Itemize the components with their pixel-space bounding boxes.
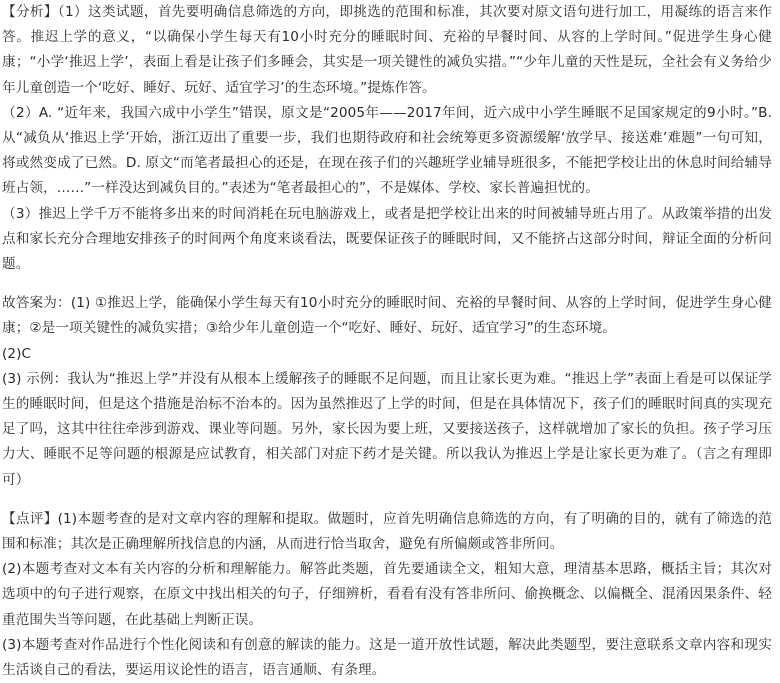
comment-paragraph-2: (2)本题考查对文本有关内容的分析和理解能力。解答此类题，首先要通读全文，粗知大意，理清基本思路，概括主旨；其次对选项中的句子进行观察，在原文中找出相关的句子，仔细辨析，看看有没有答非所问、偷换概念、以偏概全、混淆因果条件、轻重范围失当等问题，在此基础上判断正误。 [2,561,772,628]
analysis-tag: 【分析】 [2,4,58,20]
analysis-section [2,0,772,277]
comment-paragraph-3: (3)本题考查对作品进行个性化阅读和有创意的解读的能力。这是一道开放性试题，解决此类题型，要注意联系文章内容和现实生活谈自己的看法，要运用议论性的语言，语言通顺、有条理。 [2,636,772,679]
analysis-paragraph-1 [2,0,772,101]
analysis-text-1: （1）这类试题，首先要明确信息筛选的方向，即挑选的范围和标准，其次要对原文语句进行加工，用凝练的语言来作答。推迟上学的意义，“以确保小学生每天有10小时充分的睡眠时间、充裕的早餐时间、从容的上学时间。”促进学生身心健康；“小学‘推迟上学’，表面上看是让孩子们多睡会，其实是一项关键性的减负实措。”“少年儿童的天性是玩，全社会有义务给少年儿童创造一个‘吃好、睡好、玩好、适宜学习’的生态环境。”提炼作答。 [2,4,772,96]
comment-tag: 【点评】 [2,510,58,527]
analysis-paragraph-2: （2）A. “近年来，我国六成中小学生”错误，原文是“2005年——2017年间，近六成中小学生睡眠不足国家规定的9小时。”B. 从“减负从‘推迟上学’开始，浙江迈出了重要一步，我们也期待政府和社会统筹更多资源缓解‘放学早、接送难’难题”一句可知，将或然变成了已然。D. 原文“而笔者最担心的还是，在现在孩子们的兴趣班学业辅导班很多，不能把学校让出的休息时间给辅导班占领，……”一样没达到减负目的。”表述为“笔者最担心的”，不是媒体、学校、家长普遍担忧的。 [2,104,772,197]
answer-section [2,291,772,493]
answer-line-2: (2)C [2,345,32,362]
comment-paragraph-1 [2,507,772,557]
comment-text-1: (1)本题考查的是对文章内容的理解和提取。做题时，应首先明确信息筛选的方向，有了明确的目的，就有了筛选的范围和标准；其次是正确理解所找信息的内涵，从而进行恰当取舍，避免有所偏颇或答非所问。 [2,510,772,553]
comment-section [2,507,772,683]
answer-line-1: 故答案为：(1) ①推迟上学，能确保小学生每天有10小时充分的睡眠时间、充裕的早餐时间、从容的上学时间，促进学生身心健康；②是一项关键性的减负实措；③给少年儿童创造一个“吃好、睡好、玩好、适宜学习”的生态环境。 [2,295,772,337]
analysis-paragraph-3: （3）推迟上学千万不能将多出来的时间消耗在玩电脑游戏上，或者是把学校让出来的时间被辅导班占用了。从政策举措的出发点和家长充分合理地安排孩子的时间两个角度来谈看法，既要保证孩子的睡眠时间，又不能挤占这部分时间，辩证全面的分析问题。 [2,205,772,273]
answer-line-3: (3) 示例：我认为“推迟上学”并没有从根本上缓解孩子的睡眠不足问题，而且让家长更为难。“推迟上学”表面上看是可以保证学生的睡眠时间，但是这个措施是治标不治本的。因为虽然推迟了上学的时间，但是在具体情况下，孩子们的睡眠时间真的实现充足了吗，这其中往往牵涉到游戏、课业等问题。另外，家长因为要上班，又要接送孩子，这样就增加了家长的负担。孩子学习压力大、睡眠不足等问题的根源是应试教育，相关部门对症下药才是关键。所以我认为推迟上学是让家长更为难了。（言之有理即可） [2,370,772,488]
